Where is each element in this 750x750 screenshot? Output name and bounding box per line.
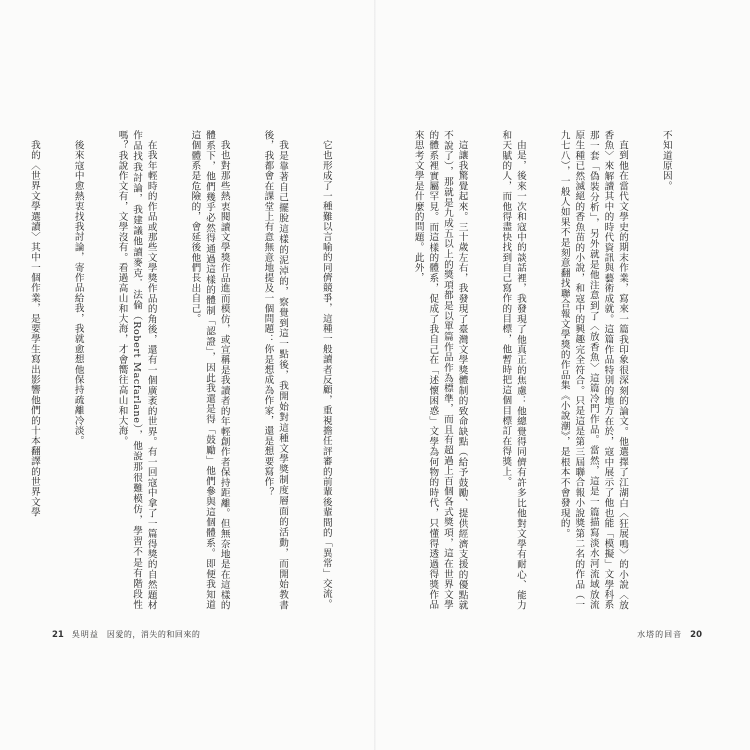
paragraph: 我也對那些熱衷閱讀文學獎作品進而模仿，或宣稱是我讀者的年輕創作者保持距離。但無奈地是在這樣的體系下，他們幾乎必然得通過這樣的體制「認證」，因此我還是得「鼓勵」他們參與這個體系。即便我知道這個體系是危險的，會延後他們長出自己。 bbox=[189, 130, 230, 610]
left-page-text bbox=[28, 130, 362, 610]
paragraph: 這讓我驚覺起來。三十歲左右，我發現了臺灣文學獎體制的致命缺點（給予鼓勵、提供經濟支援的優點就不說了），那就是九成五以上的獎項都是以單篇作品作為標準，而且有超過上百個各式獎項，這在世界文學的體系裡實屬罕見。而這樣的體系，促成了我自己在「述懷困惑」文學為何物的時代，只懂得透過得獎作品來思考文學是什麼的問題。此外， bbox=[412, 130, 468, 610]
book-gutter bbox=[374, 0, 376, 750]
page-number: 21 bbox=[52, 629, 64, 640]
paragraph: 不知道原因。 bbox=[660, 130, 672, 192]
left-page bbox=[28, 130, 362, 610]
right-page-footer bbox=[637, 629, 702, 640]
paragraph: 由是，後來一次和寇中的談話裡，我發現了他真正的焦慮：他總覺得同儕有許多比他對文學有耐心、能力和天賦的人，而他得盡快找到自己寫作的目標，他暫時把這個目標訂在得獎上。 bbox=[500, 130, 526, 610]
page-number: 20 bbox=[690, 629, 702, 640]
running-title: 水塔的回音 bbox=[637, 630, 683, 639]
paragraph: 後來寇中愈熱衷找我討論，寄作品給我，我就愈想他保持疏離冷淡。 bbox=[72, 139, 84, 446]
paragraph: 直到他在當代文學史的期末作業，寫來一篇我印象很深刻的論文。他選擇了江湖白〈狂展鳴〉的小說〈放香魚〉來解讀其中的時代資訊與藝術成就。這篇作品特別的地方在於，寇中展示了他也能「模擬」文學科系那一套「偽裝分析」，另外就是他注意到了〈放香魚〉這篇冷門作品。當然，這是一篇描寫淡水河流域放流原生種已然滅絕的香魚苗的小說，和寇中的興趣完全符合。只是這是第三屆聯合報小說獎第二名的作品（一九七八），一般人如果不是刻意翻找聯合報文學獎的作品集《小說潮》，是根本不會發現的。 bbox=[558, 130, 629, 610]
paragraph: 我是靠著自己擺脫這樣的泥淖的，察覺到這一點後，我開始對這種文學獎制度層面的活動，而開始教書後，我都會在課堂上有意無意地提及一個問題：你是想成為作家，還是想要寫作？ bbox=[262, 130, 289, 610]
paragraph: 它也形成了一種難以言喻的同儕競爭，這種一般讀者反顧，重視擔任評審的前輩後輩間的「異常」交流。 bbox=[320, 139, 332, 609]
right-page bbox=[390, 130, 702, 610]
running-subtitle: 因愛的，消失的和回來的 bbox=[106, 630, 201, 639]
running-title: 吳明益 bbox=[71, 630, 99, 639]
right-page-text bbox=[390, 130, 702, 610]
paragraph: 我的〈世界文學選讀〉其中一個作業，是要學生寫出影響他們的十本翻譯的世界文學 bbox=[28, 139, 40, 517]
left-page-footer bbox=[52, 629, 200, 640]
paragraph: 在我年輕時的作品或那些文學獎作品的角後，還有一個廣袤的世界。有一回寇中拿了一篇得獎的自然題材作品找我討論，我建議他讀麥克．法倫（Robert Macfarlane），他說那很難模仿，學習不是有階段性嗎？我說作文有，文學沒有。看過高山和大海，才會嚮往高山和大海。 bbox=[116, 130, 157, 610]
